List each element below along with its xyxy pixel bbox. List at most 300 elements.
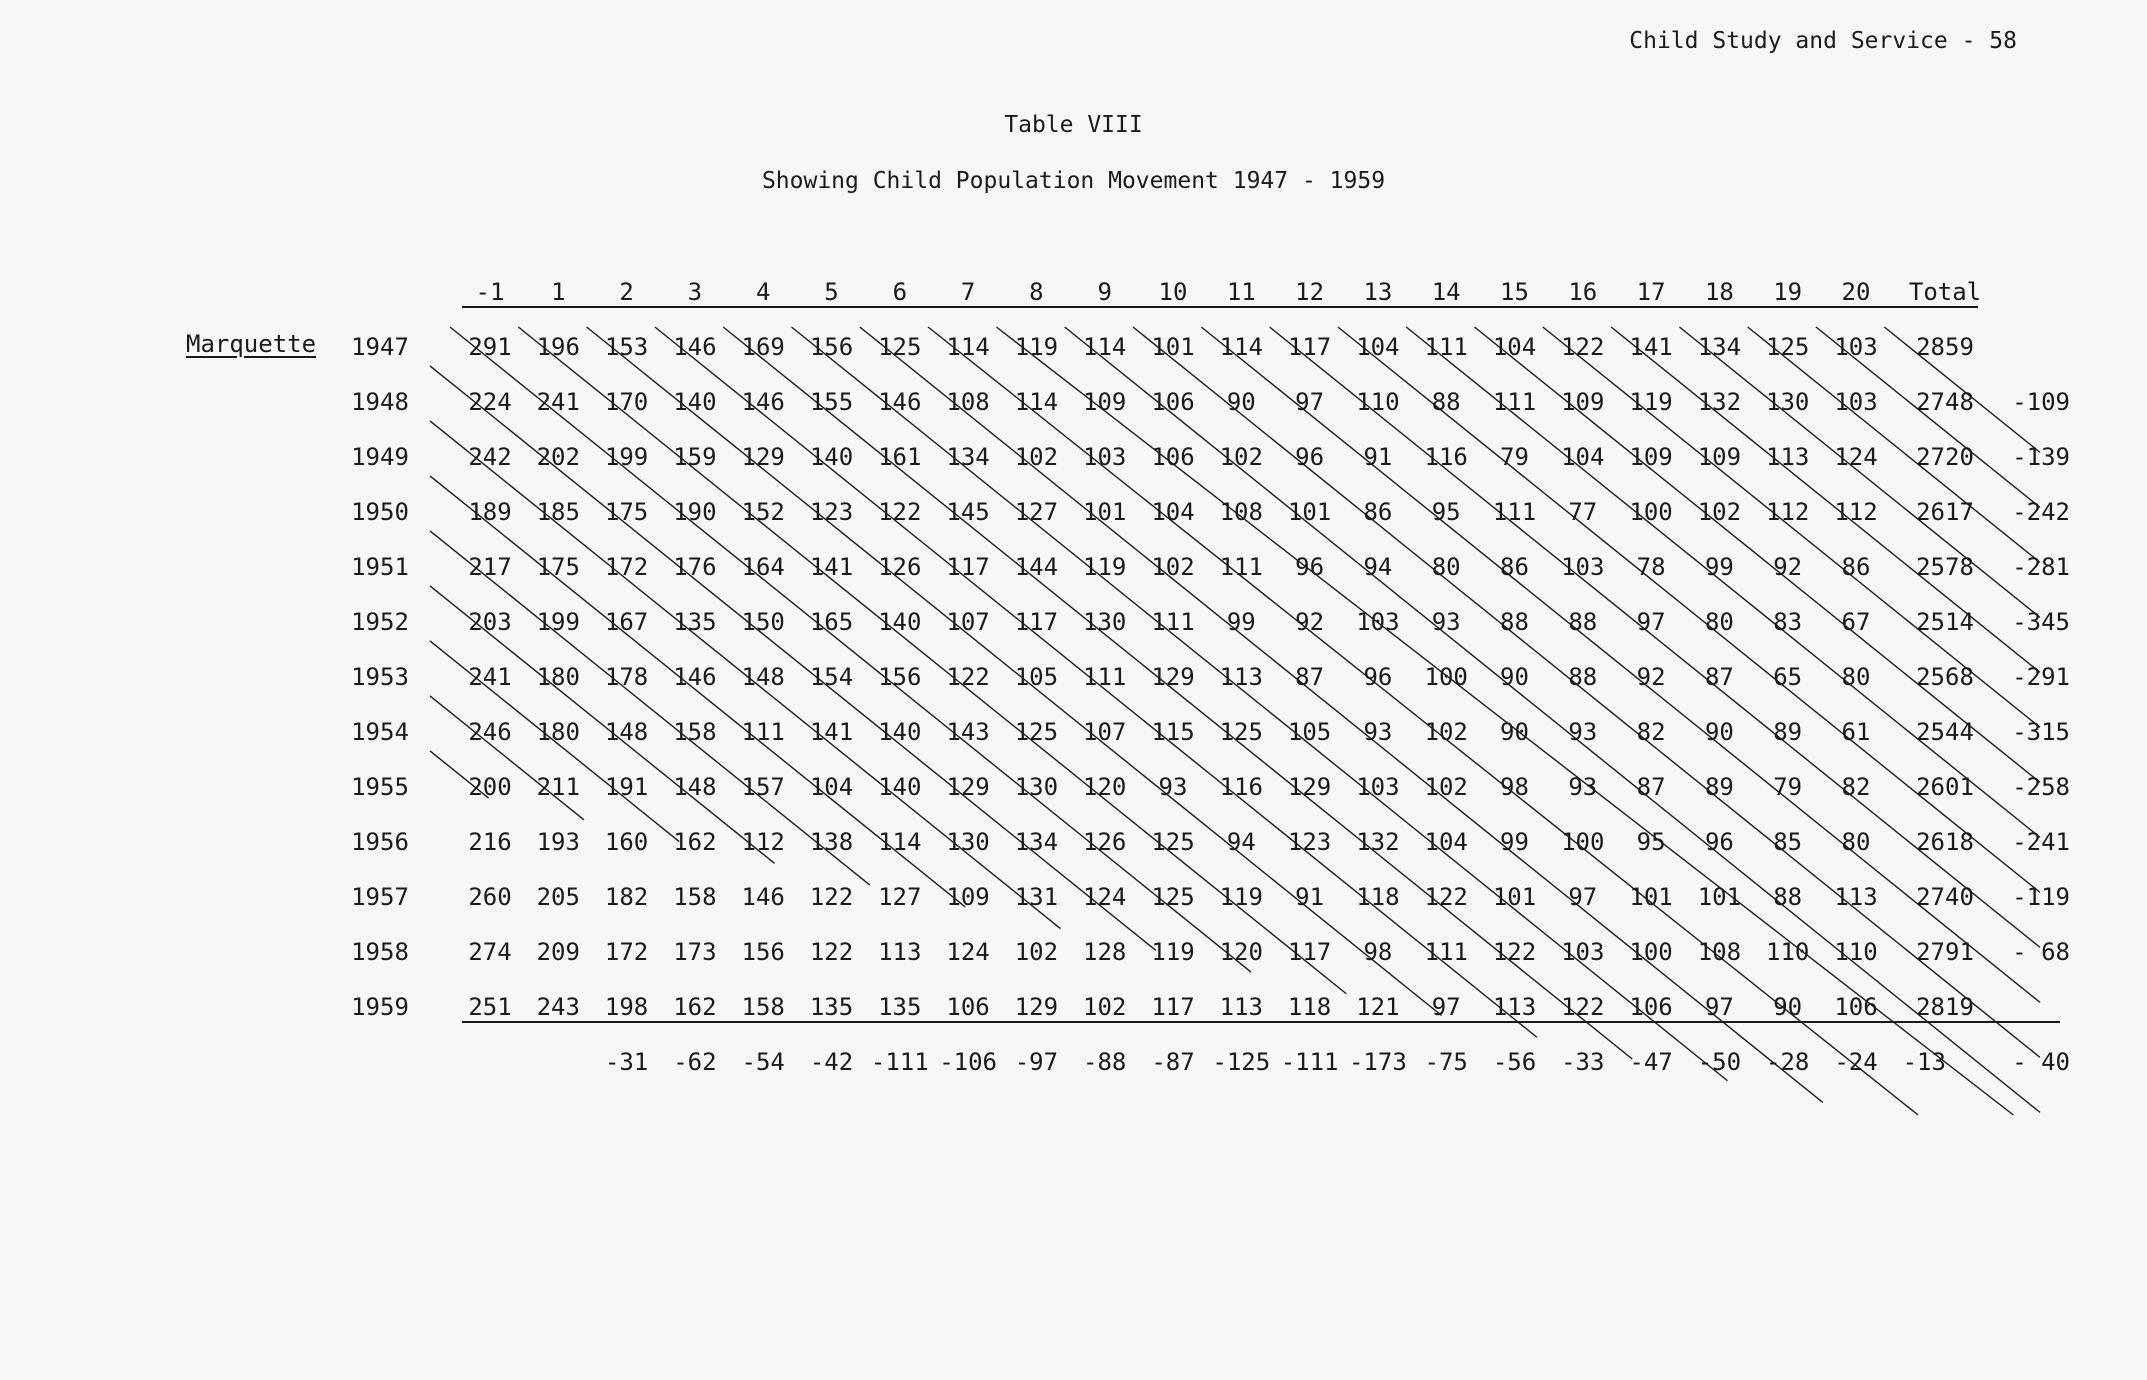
county-label: Marquette: [186, 330, 317, 358]
table-cell: 113: [1219, 993, 1263, 1021]
table-cell: 119: [1219, 883, 1263, 911]
table-cell: 94: [1363, 553, 1393, 581]
column-header: 7: [960, 278, 976, 306]
row-total: 2819: [1916, 993, 1974, 1021]
cohort-difference: -54: [741, 1048, 785, 1076]
table-cell: 95: [1431, 498, 1461, 526]
table-cell: 185: [536, 498, 580, 526]
column-header: 15: [1500, 278, 1529, 306]
column-header: 14: [1431, 278, 1461, 306]
table-cell: 97: [1431, 993, 1461, 1021]
table-cell: 140: [878, 608, 922, 636]
table-cell: 170: [604, 388, 649, 416]
table-cell: 67: [1841, 608, 1871, 636]
table-cell: 113: [1766, 443, 1810, 471]
cohort-difference: -111: [1280, 1048, 1339, 1076]
row-change: -139: [2012, 443, 2070, 471]
table-cell: 156: [809, 333, 854, 361]
table-cell: 108: [946, 388, 990, 416]
table-cell: 246: [468, 718, 512, 746]
table-cell: 77: [1568, 498, 1598, 526]
row-year: 1951: [351, 553, 409, 581]
table-cell: 97: [1295, 388, 1325, 416]
total-column-header: Total: [1908, 278, 1982, 306]
column-header: 6: [892, 278, 908, 306]
table-cell: 100: [1629, 498, 1673, 526]
table-cell: 128: [1083, 938, 1127, 966]
cohort-difference: -50: [1697, 1048, 1742, 1076]
table-cell: 126: [1083, 828, 1127, 856]
table-cell: 119: [1014, 333, 1059, 361]
table-cell: 106: [1834, 993, 1878, 1021]
table-cell: 111: [741, 718, 785, 746]
table-cell: 127: [1014, 498, 1059, 526]
table-cell: 116: [1219, 773, 1263, 801]
table-cell: 134: [1697, 333, 1742, 361]
column-header: 2: [619, 278, 634, 306]
table-cell: 82: [1841, 773, 1871, 801]
table-cell: 140: [673, 388, 717, 416]
table-cell: 106: [1151, 443, 1195, 471]
row-total: 2617: [1916, 498, 1974, 526]
table-cell: 122: [946, 663, 990, 691]
table-cell: 175: [536, 553, 580, 581]
table-cell: 291: [468, 333, 512, 361]
table-cell: 79: [1773, 773, 1803, 801]
column-header: 11: [1226, 278, 1256, 306]
cohort-difference: -47: [1629, 1048, 1673, 1076]
table-cell: 172: [604, 938, 649, 966]
table-cell: 241: [468, 663, 512, 691]
table-cell: 122: [1561, 333, 1605, 361]
table-cell: 105: [1287, 718, 1332, 746]
table-cell: 117: [1287, 938, 1332, 966]
row-total: 2544: [1916, 718, 1974, 746]
row-change: -315: [2012, 718, 2070, 746]
table-cell: 85: [1773, 828, 1803, 856]
bottom-total-change: - 40: [2012, 1048, 2070, 1076]
cohort-difference: -42: [809, 1048, 854, 1076]
cohort-difference: -56: [1492, 1048, 1537, 1076]
table-cell: 86: [1363, 498, 1393, 526]
table-cell: 86: [1841, 553, 1871, 581]
column-header: 19: [1773, 278, 1803, 306]
table-cell: 120: [1083, 773, 1127, 801]
row-year: 1954: [351, 718, 409, 746]
table-cell: 114: [878, 828, 922, 856]
table-cell: 80: [1704, 608, 1734, 636]
table-cell: 80: [1841, 663, 1871, 691]
table-cell: 138: [809, 828, 854, 856]
table-cell: 88: [1568, 608, 1598, 636]
table-cell: 102: [1219, 443, 1263, 471]
table-cell: 113: [1219, 663, 1263, 691]
table-cell: 105: [1014, 663, 1059, 691]
table-cell: 156: [878, 663, 922, 691]
table-cell: 91: [1363, 443, 1393, 471]
table-cell: 96: [1363, 663, 1393, 691]
table-cell: 117: [1287, 333, 1332, 361]
table-cell: 130: [1766, 388, 1810, 416]
column-header: 1: [551, 278, 566, 306]
table-cell: 104: [1151, 498, 1195, 526]
table-cell: 150: [741, 608, 785, 636]
table-cell: 110: [1356, 388, 1400, 416]
table-cell: 106: [1151, 388, 1195, 416]
row-year: 1950: [351, 498, 409, 526]
column-header: 5: [824, 278, 839, 306]
table-cell: 111: [1083, 663, 1127, 691]
table-cell: 224: [468, 388, 512, 416]
table-cell: 135: [878, 993, 922, 1021]
table-cell: 122: [809, 938, 854, 966]
row-change: -242: [2012, 498, 2070, 526]
table-cell: 131: [1014, 883, 1059, 911]
table-cell: 199: [536, 608, 580, 636]
table-cell: 113: [878, 938, 922, 966]
table-cell: 158: [741, 993, 785, 1021]
table-cell: 216: [468, 828, 512, 856]
table-cell: 89: [1704, 773, 1734, 801]
table-cell: 202: [536, 443, 580, 471]
table-cell: 117: [946, 553, 990, 581]
table-cell: 79: [1500, 443, 1529, 471]
table-cell: 146: [673, 663, 717, 691]
table-cell: 145: [946, 498, 990, 526]
cohort-difference: -106: [939, 1048, 997, 1076]
table-cell: 96: [1295, 443, 1325, 471]
table-cell: 103: [1561, 938, 1605, 966]
table-cell: 122: [1424, 883, 1468, 911]
table-cell: 189: [468, 498, 512, 526]
table-cell: 157: [741, 773, 785, 801]
table-cell: 123: [1287, 828, 1332, 856]
table-cell: 242: [468, 443, 512, 471]
table-cell: 205: [536, 883, 580, 911]
row-year: 1959: [351, 993, 409, 1021]
row-total: 2618: [1916, 828, 1974, 856]
table-cell: 148: [604, 718, 649, 746]
table-cell: 111: [1151, 608, 1195, 636]
table-cell: 119: [1083, 553, 1127, 581]
cohort-difference: -75: [1424, 1048, 1468, 1076]
table-cell: 109: [1083, 388, 1127, 416]
column-header: 9: [1097, 278, 1112, 306]
table-cell: 96: [1295, 553, 1325, 581]
table-cell: 112: [1834, 498, 1878, 526]
table-cell: 102: [1014, 443, 1059, 471]
table-cell: 103: [1083, 443, 1127, 471]
table-cell: 143: [946, 718, 990, 746]
table-cell: 178: [604, 663, 649, 691]
table-cell: 141: [1629, 333, 1673, 361]
column-header: 3: [687, 278, 703, 306]
table-cell: 125: [1151, 883, 1195, 911]
table-cell: 243: [536, 993, 580, 1021]
table-cell: 180: [536, 663, 580, 691]
table-cell: 65: [1773, 663, 1803, 691]
table-cell: 93: [1568, 718, 1598, 746]
table-cell: 101: [1287, 498, 1332, 526]
cohort-difference: -33: [1561, 1048, 1605, 1076]
table-cell: 125: [878, 333, 922, 361]
row-total: 2578: [1916, 553, 1974, 581]
table-cell: 102: [1424, 773, 1468, 801]
table-cell: 129: [1151, 663, 1195, 691]
table-cell: 101: [1151, 333, 1195, 361]
cohort-difference: -125: [1212, 1048, 1271, 1076]
table-cell: 124: [946, 938, 990, 966]
table-cell: 101: [1083, 498, 1127, 526]
table-cell: 217: [468, 553, 512, 581]
table-cell: 126: [878, 553, 922, 581]
table-cell: 101: [1697, 883, 1742, 911]
table-cell: 107: [946, 608, 990, 636]
table-cell: 88: [1773, 883, 1803, 911]
row-year: 1952: [351, 608, 409, 636]
row-change: -119: [2012, 883, 2070, 911]
cohort-difference: -173: [1348, 1048, 1407, 1076]
table-cell: 118: [1356, 883, 1400, 911]
table-cell: 99: [1226, 608, 1256, 636]
row-change: -258: [2012, 773, 2070, 801]
table-cell: 106: [946, 993, 990, 1021]
table-cell: 104: [1561, 443, 1605, 471]
table-cell: 199: [604, 443, 649, 471]
row-year: 1949: [351, 443, 409, 471]
table-cell: 80: [1841, 828, 1871, 856]
table-cell: 88: [1431, 388, 1461, 416]
table-cell: 103: [1356, 773, 1400, 801]
table-cell: 146: [878, 388, 922, 416]
table-cell: 160: [604, 828, 649, 856]
table-cell: 89: [1773, 718, 1803, 746]
row-total: 2740: [1916, 883, 1974, 911]
table-cell: 122: [1561, 993, 1605, 1021]
table-cell: 193: [536, 828, 580, 856]
column-header: 13: [1363, 278, 1393, 306]
table-cell: 95: [1636, 828, 1666, 856]
row-year: 1948: [351, 388, 409, 416]
table-cell: 132: [1356, 828, 1400, 856]
table-cell: 124: [1834, 443, 1878, 471]
table-cell: 99: [1704, 553, 1734, 581]
table-cell: 191: [604, 773, 649, 801]
table-cell: 109: [1629, 443, 1673, 471]
table-cell: 156: [741, 938, 785, 966]
table-cell: 119: [1151, 938, 1195, 966]
table-cell: 123: [809, 498, 854, 526]
table-cell: 90: [1500, 718, 1529, 746]
table-cell: 158: [673, 883, 717, 911]
table-cell: 203: [468, 608, 512, 636]
table-cell: 274: [468, 938, 512, 966]
table-cell: 161: [878, 443, 922, 471]
table-cell: 146: [741, 388, 785, 416]
table-cell: 114: [1083, 333, 1127, 361]
row-year: 1953: [351, 663, 409, 691]
table-cell: 98: [1500, 773, 1529, 801]
table-cell: 102: [1151, 553, 1195, 581]
table-cell: 198: [604, 993, 649, 1021]
table-cell: 114: [1014, 388, 1059, 416]
table-cell: 148: [741, 663, 785, 691]
table-cell: 124: [1083, 883, 1127, 911]
table-cell: 112: [741, 828, 785, 856]
table-cell: 92: [1773, 553, 1803, 581]
row-year: 1957: [351, 883, 409, 911]
table-cell: 164: [741, 553, 785, 581]
table-cell: 121: [1356, 993, 1400, 1021]
table-cell: 144: [1014, 553, 1059, 581]
table-cell: 92: [1636, 663, 1666, 691]
table-cell: 110: [1766, 938, 1810, 966]
column-header: -1: [475, 278, 505, 306]
table-cell: 176: [673, 553, 717, 581]
table-cell: 122: [1492, 938, 1537, 966]
table-cell: 129: [1287, 773, 1332, 801]
table-cell: 106: [1629, 993, 1673, 1021]
table-cell: 114: [946, 333, 990, 361]
table-cell: 165: [809, 608, 854, 636]
row-change: -109: [2012, 388, 2070, 416]
row-total: 2791: [1916, 938, 1974, 966]
column-header: 10: [1158, 278, 1188, 306]
table-cell: 111: [1424, 333, 1468, 361]
table-cell: 115: [1151, 718, 1195, 746]
table-cell: 101: [1629, 883, 1673, 911]
table-cell: 102: [1697, 498, 1742, 526]
column-header: 8: [1029, 278, 1044, 306]
table-cell: 172: [604, 553, 649, 581]
table-cell: 109: [946, 883, 990, 911]
table-cell: 97: [1568, 883, 1598, 911]
row-total: 2568: [1916, 663, 1974, 691]
cohort-difference: -13: [1902, 1048, 1946, 1076]
table-cell: 94: [1226, 828, 1256, 856]
table-cell: 93: [1431, 608, 1461, 636]
column-header: 12: [1295, 278, 1325, 306]
table-cell: 101: [1492, 883, 1537, 911]
table-cell: 104: [1424, 828, 1468, 856]
table-cell: 100: [1424, 663, 1468, 691]
table-cell: 141: [809, 553, 854, 581]
table-cell: 209: [536, 938, 580, 966]
table-cell: 132: [1697, 388, 1742, 416]
table-cell: 135: [673, 608, 717, 636]
table-cell: 112: [1766, 498, 1810, 526]
table-cell: 90: [1226, 388, 1256, 416]
row-change: -281: [2012, 553, 2070, 581]
table-cell: 153: [604, 333, 649, 361]
table-cell: 134: [946, 443, 990, 471]
row-total: 2601: [1916, 773, 1974, 801]
table-cell: 129: [946, 773, 990, 801]
table-cell: 159: [673, 443, 717, 471]
row-change: - 68: [2012, 938, 2070, 966]
table-cell: 148: [673, 773, 717, 801]
cohort-difference: -88: [1083, 1048, 1127, 1076]
table-cell: 251: [468, 993, 512, 1021]
page-header: Child Study and Service - 58: [1629, 28, 2017, 54]
table-cell: 190: [673, 498, 717, 526]
table-cell: 102: [1083, 993, 1127, 1021]
table-cell: 175: [604, 498, 649, 526]
table-title: Table VIII: [1004, 112, 1143, 138]
table-cell: 93: [1158, 773, 1188, 801]
cohort-difference: -97: [1014, 1048, 1059, 1076]
column-header: 4: [755, 278, 771, 306]
table-cell: 158: [673, 718, 717, 746]
table-cell: 173: [673, 938, 717, 966]
table-cell: 117: [1014, 608, 1059, 636]
table-cell: 103: [1561, 553, 1605, 581]
table-cell: 120: [1219, 938, 1263, 966]
table-cell: 125: [1014, 718, 1059, 746]
table-cell: 119: [1629, 388, 1673, 416]
table-cell: 96: [1704, 828, 1734, 856]
table-cell: 122: [809, 883, 854, 911]
table-cell: 104: [809, 773, 854, 801]
table-cell: 211: [536, 773, 580, 801]
table-cell: 129: [741, 443, 785, 471]
table-cell: 103: [1834, 388, 1878, 416]
table-cell: 113: [1492, 993, 1537, 1021]
table-cell: 140: [809, 443, 854, 471]
table-cell: 122: [878, 498, 922, 526]
table-subtitle: Showing Child Population Movement 1947 - 1959: [761, 168, 1386, 194]
cohort-difference: -31: [604, 1048, 649, 1076]
table-cell: 182: [604, 883, 649, 911]
table-cell: 162: [673, 993, 717, 1021]
row-total: 2748: [1916, 388, 1974, 416]
table-cell: 97: [1636, 608, 1666, 636]
row-year: 1955: [351, 773, 409, 801]
table-cell: 87: [1636, 773, 1666, 801]
table-cell: 104: [1356, 333, 1400, 361]
row-change: -241: [2012, 828, 2070, 856]
row-year: 1956: [351, 828, 409, 856]
table-cell: 155: [809, 388, 854, 416]
row-total: 2859: [1916, 333, 1974, 361]
table-cell: 102: [1014, 938, 1059, 966]
table-cell: 117: [1151, 993, 1195, 1021]
table-cell: 90: [1500, 663, 1529, 691]
row-year: 1947: [351, 333, 409, 361]
table-cell: 83: [1773, 608, 1803, 636]
cohort-difference: -28: [1766, 1048, 1810, 1076]
table-cell: 167: [604, 608, 649, 636]
row-change: -291: [2012, 663, 2070, 691]
row-year: 1958: [351, 938, 409, 966]
table-cell: 180: [536, 718, 580, 746]
row-total: 2514: [1916, 608, 1974, 636]
table-cell: 99: [1500, 828, 1529, 856]
table-cell: 109: [1697, 443, 1742, 471]
table-cell: 114: [1219, 333, 1263, 361]
table-cell: 169: [741, 333, 785, 361]
table-cell: 109: [1561, 388, 1605, 416]
table-cell: 141: [809, 718, 854, 746]
table-cell: 125: [1151, 828, 1195, 856]
table-cell: 87: [1704, 663, 1734, 691]
table-cell: 88: [1568, 663, 1598, 691]
table-cell: 125: [1219, 718, 1263, 746]
table-cell: 88: [1500, 608, 1529, 636]
table-cell: 78: [1636, 553, 1666, 581]
table-cell: 110: [1834, 938, 1878, 966]
table-cell: 93: [1568, 773, 1598, 801]
